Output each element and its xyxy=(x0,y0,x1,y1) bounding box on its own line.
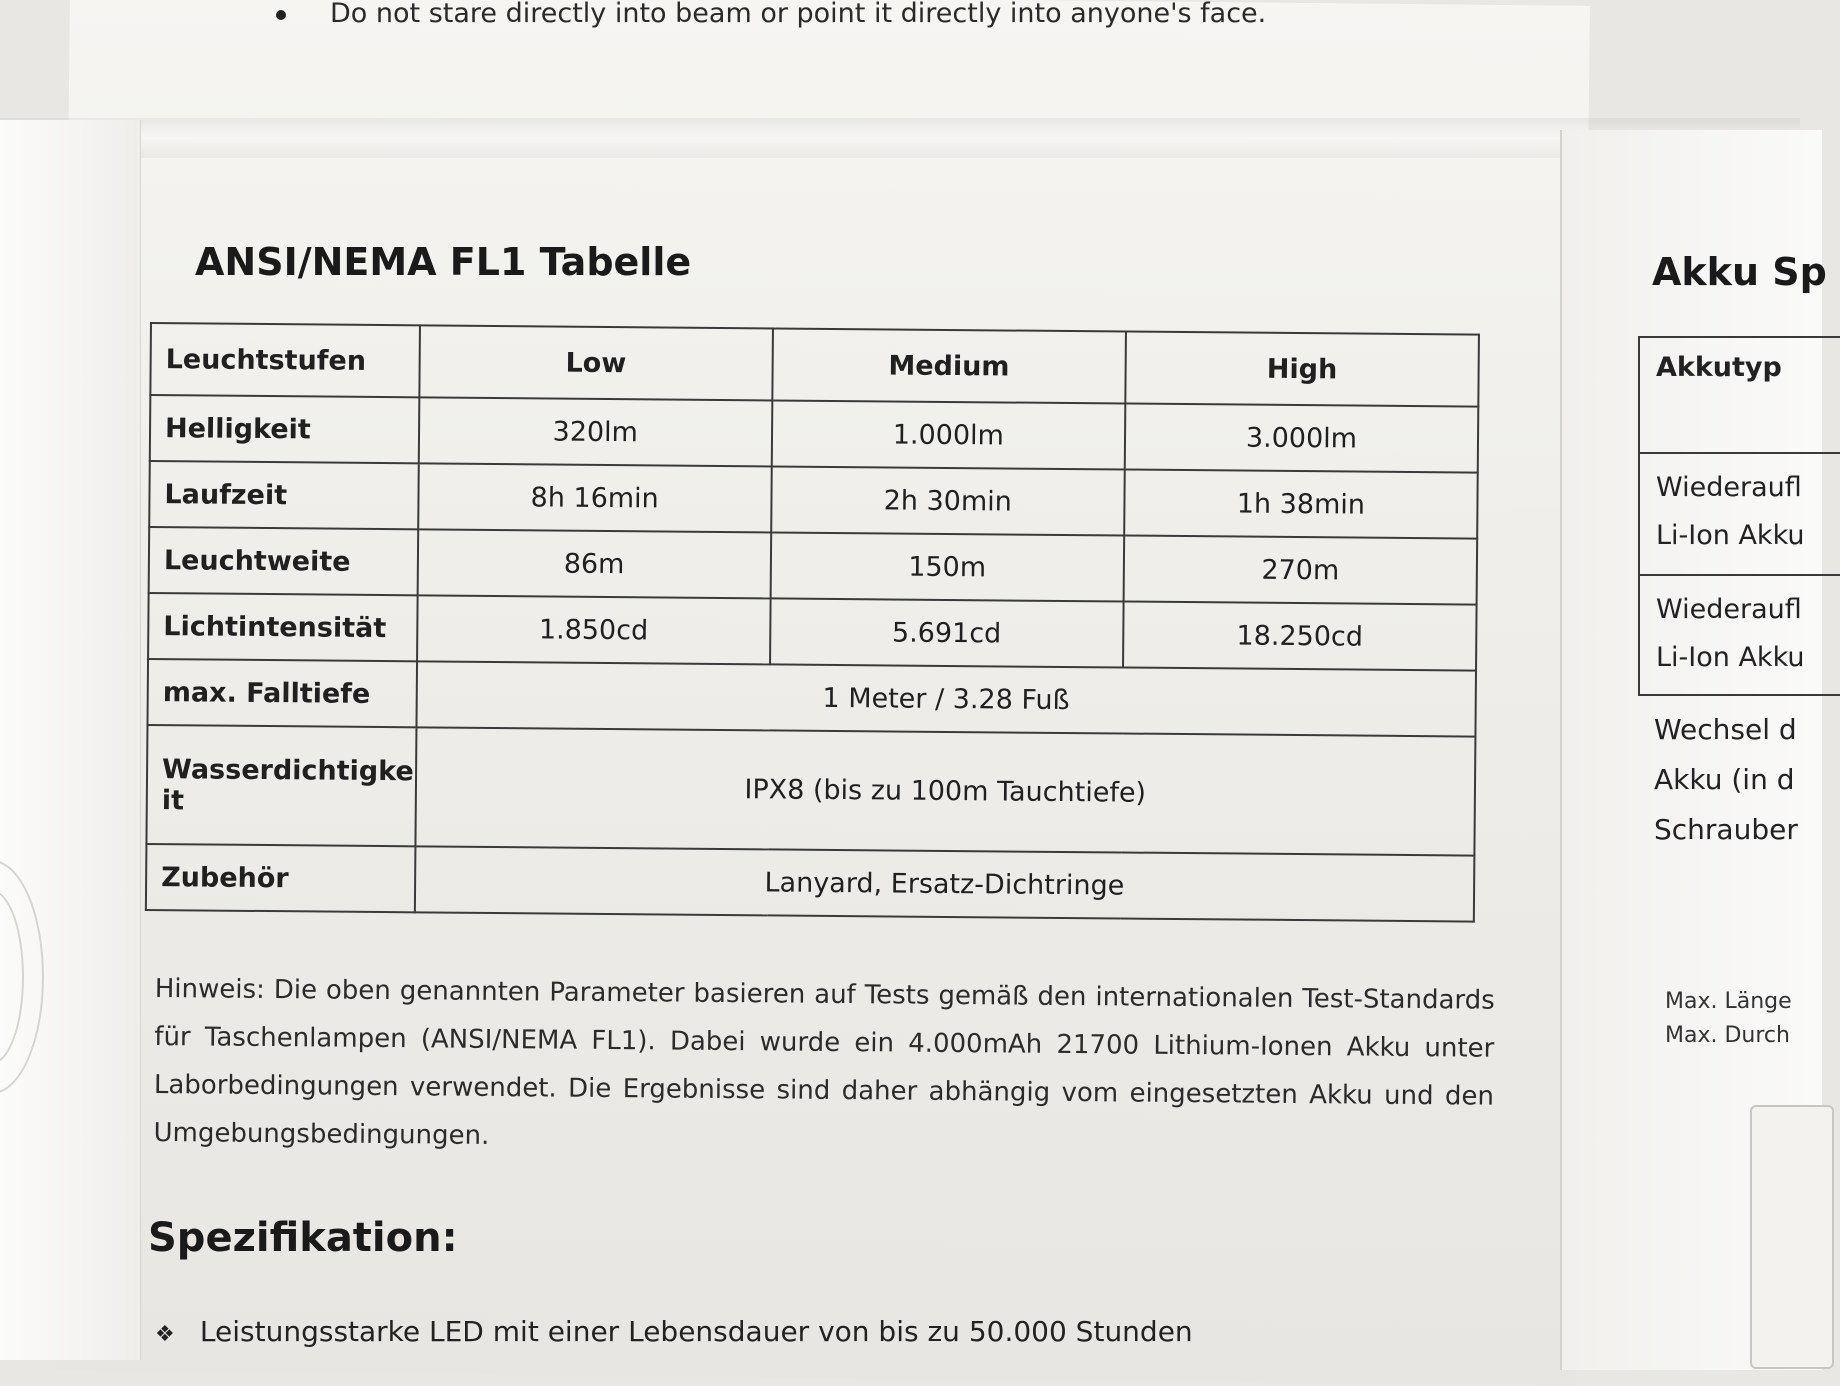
fl1-table xyxy=(145,322,1480,923)
table-row xyxy=(147,659,1476,737)
right-page-text xyxy=(1654,705,1798,855)
row-label: Wasserdichtigke it xyxy=(146,725,416,846)
row-line: Wiederaufl xyxy=(1656,472,1802,503)
row-label: Leuchtweite xyxy=(149,527,418,595)
row-label: Laufzeit xyxy=(149,461,418,529)
cell-value-span: IPX8 (bis zu 100m Tauchtiefe) xyxy=(415,727,1475,855)
cell-value: 1.850cd xyxy=(417,595,771,664)
table-row xyxy=(1640,574,1840,696)
spec-title: Spezifikation: xyxy=(148,1215,458,1261)
cell-value: 8h 16min xyxy=(418,463,772,532)
page-fold xyxy=(0,118,1800,158)
table-row xyxy=(146,844,1475,922)
cell-value: 150m xyxy=(770,532,1124,601)
header-cell-medium: Medium xyxy=(772,328,1126,403)
cell-value: 3.000lm xyxy=(1125,404,1479,473)
row-line: Wiederaufl xyxy=(1656,594,1802,625)
cell-value: 5.691cd xyxy=(770,598,1124,667)
text-line: Max. Durch xyxy=(1665,1023,1790,1048)
cell-value: 270m xyxy=(1123,536,1477,605)
right-page-figure-box xyxy=(1750,1105,1834,1369)
left-page-edge xyxy=(0,120,141,1360)
header-cell-level: Leuchtstufen xyxy=(150,323,419,397)
table-row xyxy=(148,593,1477,671)
row-label: Helligkeit xyxy=(150,395,419,463)
row-label: Zubehör xyxy=(146,844,415,912)
cell-value: 86m xyxy=(417,529,771,598)
text-line: Schrauber xyxy=(1654,813,1798,846)
cell-value-span: 1 Meter / 3.28 Fuß xyxy=(416,661,1476,736)
table-row xyxy=(150,395,1479,473)
header-cell-low: Low xyxy=(419,325,773,400)
cell-value: 18.250cd xyxy=(1123,602,1477,671)
text-line: Wechsel d xyxy=(1654,713,1797,746)
safety-warning xyxy=(270,0,1266,29)
row-label: max. Falltiefe xyxy=(147,659,416,727)
diamond-bullet-icon: ❖ xyxy=(155,1322,175,1347)
cell-value: 320lm xyxy=(418,397,772,466)
table-row xyxy=(146,725,1475,856)
cell-value: 2h 30min xyxy=(771,466,1125,535)
row-line: Li-Ion Akku xyxy=(1656,642,1805,673)
fl1-table-title: ANSI/NEMA FL1 Tabelle xyxy=(195,240,692,284)
bullet-dot-icon xyxy=(276,10,286,20)
table-row xyxy=(1640,452,1840,574)
text-line: Akku (in d xyxy=(1654,763,1795,796)
table-row xyxy=(149,461,1478,539)
warning-text: Do not stare directly into beam or point it directly into anyone's face. xyxy=(330,0,1267,29)
text-line: Max. Länge xyxy=(1665,989,1792,1014)
right-table-header: Akkutyp xyxy=(1640,336,1840,452)
cell-value: 1h 38min xyxy=(1124,470,1478,539)
table-header-row xyxy=(150,323,1479,407)
right-page-small-text xyxy=(1665,985,1792,1053)
table-row xyxy=(149,527,1478,605)
row-label: Lichtintensität xyxy=(148,593,417,661)
cell-value-span: Lanyard, Ersatz-Dichtringe xyxy=(415,846,1475,921)
right-page-table xyxy=(1638,336,1840,696)
right-page-title: Akku Sp xyxy=(1652,250,1827,294)
note-paragraph: Hinweis: Die oben genannten Parameter basieren auf Tests gemäß den internationalen Test-Standards für Taschenlampen (ANSI/NEMA FL1). Dabei wurde ein 4.000mAh 21700 Lithium-Ionen Akku unter Laborbedingungen verwendet. Die Ergebnisse sind daher abhängig vom eingesetzten Akku und den Umgebungsbedingungen. xyxy=(153,973,1495,1151)
cell-value: 1.000lm xyxy=(772,400,1126,469)
row-line: Li-Ion Akku xyxy=(1656,520,1805,551)
spec-item-text: Leistungsstarke LED mit einer Lebensdauer von bis zu 50.000 Stunden xyxy=(199,1315,1193,1348)
header-cell-high: High xyxy=(1125,332,1479,407)
list-item xyxy=(155,1315,1193,1348)
